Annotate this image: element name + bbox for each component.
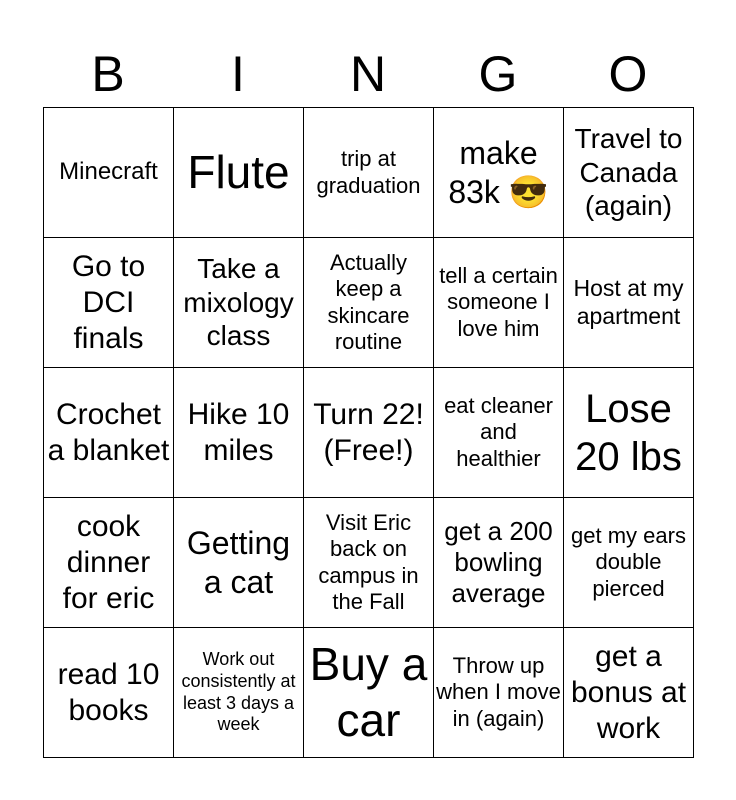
- bingo-cell[interactable]: get my ears double pierced: [564, 498, 694, 628]
- bingo-cell[interactable]: make 83k 😎: [434, 108, 564, 238]
- bingo-cell[interactable]: Flute: [174, 108, 304, 238]
- bingo-cell[interactable]: Throw up when I move in (again): [434, 628, 564, 758]
- header-letter-g: G: [478, 46, 518, 102]
- header-letter-o: O: [608, 46, 648, 102]
- bingo-cell[interactable]: Work out consistently at least 3 days a week: [174, 628, 304, 758]
- bingo-header: [43, 44, 693, 104]
- bingo-cell[interactable]: Getting a cat: [174, 498, 304, 628]
- bingo-cell[interactable]: Hike 10 miles: [174, 368, 304, 498]
- bingo-cell[interactable]: eat cleaner and healthier: [434, 368, 564, 498]
- header-letter-n: N: [349, 46, 387, 102]
- bingo-cell[interactable]: Take a mixology class: [174, 238, 304, 368]
- bingo-cell[interactable]: get a bonus at work: [564, 628, 694, 758]
- board-row: [44, 368, 694, 498]
- bingo-cell[interactable]: Buy a car: [304, 628, 434, 758]
- bingo-cell[interactable]: trip at graduation: [304, 108, 434, 238]
- bingo-cell[interactable]: get a 200 bowling average: [434, 498, 564, 628]
- bingo-cell[interactable]: Turn 22! (Free!): [304, 368, 434, 498]
- board-row: [44, 238, 694, 368]
- header-letter-b: B: [91, 46, 125, 102]
- bingo-cell[interactable]: Travel to Canada (again): [564, 108, 694, 238]
- bingo-cell[interactable]: tell a certain someone I love him: [434, 238, 564, 368]
- bingo-cell[interactable]: read 10 books: [44, 628, 174, 758]
- bingo-cell[interactable]: cook dinner for eric: [44, 498, 174, 628]
- bingo-cell[interactable]: Actually keep a skincare routine: [304, 238, 434, 368]
- header-letter-i: I: [231, 46, 245, 102]
- board-row: [44, 498, 694, 628]
- bingo-cell[interactable]: Lose 20 lbs: [564, 368, 694, 498]
- bingo-cell[interactable]: Host at my apartment: [564, 238, 694, 368]
- bingo-cell[interactable]: Crochet a blanket: [44, 368, 174, 498]
- bingo-cell[interactable]: Minecraft: [44, 108, 174, 238]
- board-row: [44, 628, 694, 758]
- board-row: [44, 108, 694, 238]
- bingo-cell[interactable]: Visit Eric back on campus in the Fall: [304, 498, 434, 628]
- bingo-board: [43, 107, 694, 758]
- bingo-cell[interactable]: Go to DCI finals: [44, 238, 174, 368]
